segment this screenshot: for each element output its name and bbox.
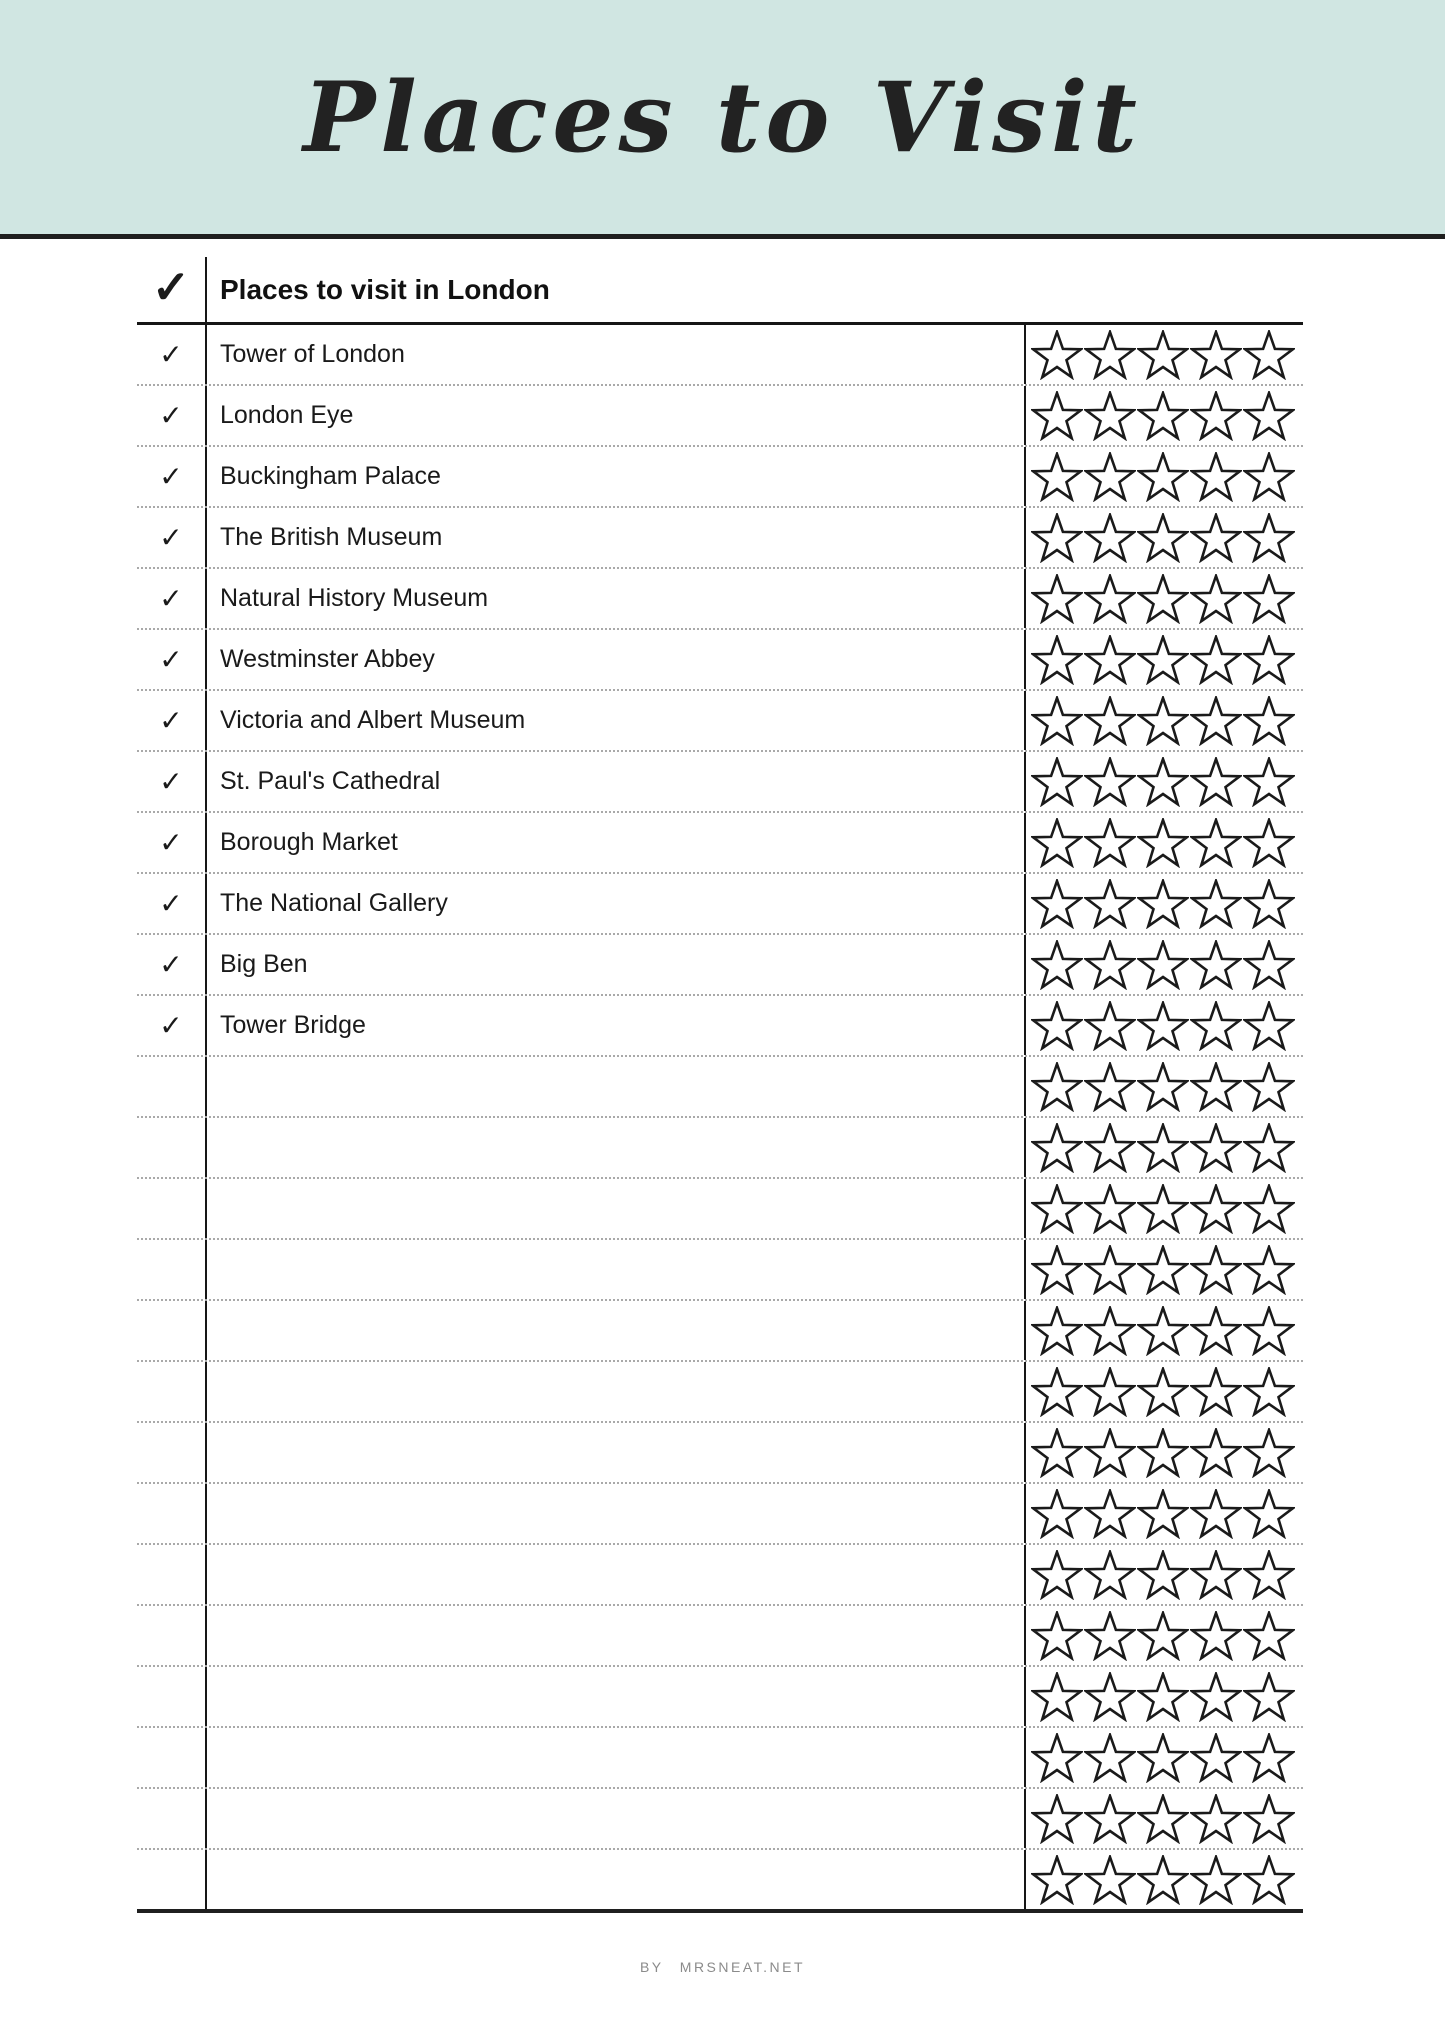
star-icon <box>1084 1001 1136 1051</box>
star-icon <box>1137 391 1189 441</box>
checklist-row <box>137 386 1303 447</box>
star-rating <box>1026 447 1303 506</box>
star-icon <box>1137 513 1189 563</box>
star-icon <box>1084 1245 1136 1295</box>
star-icon <box>1190 1306 1242 1356</box>
checklist-row <box>137 1484 1303 1545</box>
star-icon <box>1190 940 1242 990</box>
checklist-row <box>137 1850 1303 1909</box>
checklist-row <box>137 935 1303 996</box>
star-icon <box>1243 757 1295 807</box>
check-icon: ✓ <box>159 461 183 492</box>
star-icon <box>1031 1550 1083 1600</box>
check-cell <box>137 569 207 628</box>
star-icon <box>1190 696 1242 746</box>
star-icon <box>1190 330 1242 380</box>
star-icon <box>1031 1611 1083 1661</box>
star-icon <box>1084 1794 1136 1844</box>
star-icon <box>1243 1245 1295 1295</box>
star-icon <box>1137 879 1189 929</box>
star-icon <box>1031 1672 1083 1722</box>
star-icon <box>1137 1855 1189 1905</box>
star-icon <box>1243 1733 1295 1783</box>
check-cell <box>137 752 207 811</box>
star-icon <box>1190 452 1242 502</box>
star-icon <box>1243 1001 1295 1051</box>
place-cell <box>207 1789 1026 1848</box>
star-icon <box>1137 1672 1189 1722</box>
place-label: London Eye <box>220 401 354 429</box>
star-rating <box>1026 691 1303 750</box>
place-cell <box>207 1667 1026 1726</box>
check-cell <box>137 1545 207 1604</box>
star-icon <box>1084 1123 1136 1173</box>
star-icon <box>1031 1428 1083 1478</box>
star-icon <box>1137 1062 1189 1112</box>
star-icon <box>1031 1184 1083 1234</box>
checklist-row <box>137 1728 1303 1789</box>
place-label: Big Ben <box>220 950 308 978</box>
check-icon: ✓ <box>159 522 183 553</box>
star-icon <box>1190 574 1242 624</box>
star-icon <box>1137 635 1189 685</box>
star-rating <box>1026 996 1303 1055</box>
footer-credit: BY MRSNEAT.NET <box>639 1959 806 1975</box>
star-rating <box>1026 1423 1303 1482</box>
header-check-cell <box>137 257 207 322</box>
star-icon <box>1190 1672 1242 1722</box>
checklist-row <box>137 813 1303 874</box>
place-cell <box>207 691 1026 750</box>
checklist-row <box>137 569 1303 630</box>
star-icon <box>1031 1001 1083 1051</box>
star-rating <box>1026 1850 1303 1909</box>
check-icon: ✓ <box>159 644 183 675</box>
check-icon: ✓ <box>159 339 183 370</box>
check-icon: ✓ <box>159 400 183 431</box>
checklist-row <box>137 1301 1303 1362</box>
star-icon <box>1031 818 1083 868</box>
star-icon <box>1137 1611 1189 1661</box>
star-icon <box>1137 1001 1189 1051</box>
check-cell <box>137 1606 207 1665</box>
star-icon <box>1084 1428 1136 1478</box>
star-icon <box>1084 574 1136 624</box>
star-rating <box>1026 508 1303 567</box>
star-icon <box>1243 1184 1295 1234</box>
place-cell <box>207 935 1026 994</box>
star-icon <box>1243 452 1295 502</box>
star-icon <box>1084 757 1136 807</box>
star-icon <box>1137 1733 1189 1783</box>
star-icon <box>1243 330 1295 380</box>
place-cell <box>207 1118 1026 1177</box>
check-icon: ✓ <box>159 827 183 858</box>
star-icon <box>1190 1794 1242 1844</box>
star-icon <box>1084 818 1136 868</box>
star-rating <box>1026 1240 1303 1299</box>
star-icon <box>1031 1245 1083 1295</box>
check-icon: ✓ <box>159 766 183 797</box>
star-icon <box>1190 1855 1242 1905</box>
check-cell <box>137 1240 207 1299</box>
star-rating <box>1026 752 1303 811</box>
star-icon <box>1031 391 1083 441</box>
star-icon <box>1137 1306 1189 1356</box>
place-cell <box>207 569 1026 628</box>
star-rating <box>1026 1301 1303 1360</box>
star-icon <box>1084 1489 1136 1539</box>
star-icon <box>1190 391 1242 441</box>
star-rating <box>1026 1606 1303 1665</box>
star-icon <box>1031 757 1083 807</box>
star-icon <box>1137 1367 1189 1417</box>
star-icon <box>1137 1184 1189 1234</box>
star-icon <box>1031 1367 1083 1417</box>
star-icon <box>1084 1733 1136 1783</box>
checklist-row <box>137 752 1303 813</box>
star-icon <box>1084 635 1136 685</box>
star-rating <box>1026 1545 1303 1604</box>
place-cell <box>207 1484 1026 1543</box>
star-icon <box>1137 574 1189 624</box>
star-icon <box>1190 1245 1242 1295</box>
place-cell <box>207 1606 1026 1665</box>
star-icon <box>1190 1733 1242 1783</box>
checklist-row <box>137 1545 1303 1606</box>
star-rating <box>1026 1057 1303 1116</box>
star-icon <box>1190 1123 1242 1173</box>
checklist-row <box>137 691 1303 752</box>
star-icon <box>1084 1367 1136 1417</box>
check-cell <box>137 1850 207 1909</box>
star-icon <box>1243 391 1295 441</box>
star-icon <box>1243 574 1295 624</box>
check-cell <box>137 1789 207 1848</box>
star-icon <box>1243 1794 1295 1844</box>
star-icon <box>1190 879 1242 929</box>
check-cell <box>137 1301 207 1360</box>
check-cell <box>137 996 207 1055</box>
place-cell <box>207 1423 1026 1482</box>
place-cell <box>207 1240 1026 1299</box>
places-checklist-table <box>137 257 1303 1913</box>
star-icon <box>1084 879 1136 929</box>
star-icon <box>1084 1550 1136 1600</box>
star-icon <box>1084 452 1136 502</box>
star-icon <box>1084 1611 1136 1661</box>
checklist-row <box>137 1057 1303 1118</box>
checklist-row <box>137 1240 1303 1301</box>
star-rating <box>1026 813 1303 872</box>
place-cell <box>207 386 1026 445</box>
place-cell <box>207 630 1026 689</box>
star-icon <box>1190 1184 1242 1234</box>
place-cell <box>207 1179 1026 1238</box>
star-icon <box>1243 879 1295 929</box>
check-cell <box>137 1179 207 1238</box>
star-icon <box>1137 1794 1189 1844</box>
page-title: Places to Visit <box>303 60 1142 174</box>
place-cell <box>207 1728 1026 1787</box>
star-icon <box>1243 513 1295 563</box>
star-icon <box>1084 391 1136 441</box>
star-icon <box>1243 818 1295 868</box>
star-icon <box>1190 1611 1242 1661</box>
place-label: Tower of London <box>220 340 405 368</box>
check-cell <box>137 630 207 689</box>
star-icon <box>1190 1550 1242 1600</box>
place-cell <box>207 508 1026 567</box>
star-icon <box>1084 1062 1136 1112</box>
place-label: Natural History Museum <box>220 584 489 612</box>
place-cell <box>207 1545 1026 1604</box>
star-icon <box>1137 696 1189 746</box>
check-cell <box>137 1423 207 1482</box>
place-label: Westminster Abbey <box>220 645 435 673</box>
star-icon <box>1031 879 1083 929</box>
star-icon <box>1190 1489 1242 1539</box>
star-icon <box>1190 1062 1242 1112</box>
star-icon <box>1243 1611 1295 1661</box>
star-icon <box>1190 513 1242 563</box>
check-cell <box>137 508 207 567</box>
star-icon <box>1084 1855 1136 1905</box>
star-icon <box>1031 635 1083 685</box>
place-cell <box>207 325 1026 384</box>
place-label: The British Museum <box>220 523 443 551</box>
star-icon <box>1137 1123 1189 1173</box>
star-icon <box>1243 696 1295 746</box>
check-cell <box>137 813 207 872</box>
star-icon <box>1243 1428 1295 1478</box>
star-rating <box>1026 874 1303 933</box>
star-icon <box>1084 940 1136 990</box>
star-icon <box>1137 1489 1189 1539</box>
place-label: Buckingham Palace <box>220 462 441 490</box>
star-icon <box>1243 1672 1295 1722</box>
check-cell <box>137 935 207 994</box>
check-icon: ✓ <box>159 949 183 980</box>
star-icon <box>1243 1550 1295 1600</box>
star-icon <box>1190 757 1242 807</box>
star-icon <box>1031 940 1083 990</box>
star-rating <box>1026 630 1303 689</box>
place-cell <box>207 447 1026 506</box>
checklist-row <box>137 1789 1303 1850</box>
check-cell <box>137 1118 207 1177</box>
check-icon: ✓ <box>159 583 183 614</box>
star-rating <box>1026 386 1303 445</box>
star-icon <box>1243 635 1295 685</box>
title-band <box>0 0 1445 239</box>
check-cell <box>137 1728 207 1787</box>
star-icon <box>1137 1550 1189 1600</box>
star-icon <box>1190 1001 1242 1051</box>
check-cell <box>137 386 207 445</box>
star-icon <box>1190 818 1242 868</box>
place-cell <box>207 1057 1026 1116</box>
star-rating <box>1026 1728 1303 1787</box>
star-icon <box>1190 1428 1242 1478</box>
check-cell <box>137 874 207 933</box>
check-cell <box>137 325 207 384</box>
star-icon <box>1031 696 1083 746</box>
check-icon: ✓ <box>159 705 183 736</box>
checklist-title: Places to visit in London <box>220 273 550 305</box>
check-icon: ✓ <box>159 1010 183 1041</box>
star-rating <box>1026 1362 1303 1421</box>
star-icon <box>1190 1367 1242 1417</box>
star-icon <box>1137 330 1189 380</box>
checklist-row <box>137 447 1303 508</box>
star-icon <box>1137 818 1189 868</box>
checklist-header-row <box>137 257 1303 325</box>
checklist-row <box>137 1606 1303 1667</box>
place-label: St. Paul's Cathedral <box>220 767 441 795</box>
star-icon <box>1031 1062 1083 1112</box>
star-icon <box>1243 1489 1295 1539</box>
checklist-row <box>137 874 1303 935</box>
place-cell <box>207 813 1026 872</box>
star-icon <box>1137 1428 1189 1478</box>
place-label: The National Gallery <box>220 889 448 917</box>
checklist-row <box>137 1179 1303 1240</box>
star-icon <box>1190 635 1242 685</box>
checklist-row <box>137 1362 1303 1423</box>
star-icon <box>1031 1733 1083 1783</box>
star-rating <box>1026 1667 1303 1726</box>
place-label: Victoria and Albert Museum <box>220 706 526 734</box>
star-icon <box>1243 1123 1295 1173</box>
star-icon <box>1031 1855 1083 1905</box>
star-rating <box>1026 1118 1303 1177</box>
check-cell <box>137 1667 207 1726</box>
checklist-row <box>137 325 1303 386</box>
checklist-row <box>137 1667 1303 1728</box>
star-icon <box>1031 452 1083 502</box>
check-cell <box>137 691 207 750</box>
star-icon <box>1031 513 1083 563</box>
star-icon <box>1031 1123 1083 1173</box>
star-icon <box>1031 330 1083 380</box>
place-cell <box>207 1850 1026 1909</box>
check-cell <box>137 1362 207 1421</box>
star-icon <box>1137 757 1189 807</box>
star-icon <box>1137 940 1189 990</box>
star-icon <box>1084 1184 1136 1234</box>
star-icon <box>1031 1489 1083 1539</box>
star-rating <box>1026 1179 1303 1238</box>
check-cell <box>137 1484 207 1543</box>
place-label: Borough Market <box>220 828 398 856</box>
star-rating <box>1026 1789 1303 1848</box>
place-cell <box>207 1301 1026 1360</box>
check-cell <box>137 1057 207 1116</box>
star-icon <box>1137 452 1189 502</box>
checklist-rows <box>137 325 1303 1909</box>
star-icon <box>1031 1306 1083 1356</box>
star-icon <box>1084 513 1136 563</box>
star-rating <box>1026 325 1303 384</box>
place-cell <box>207 996 1026 1055</box>
star-icon <box>1243 1306 1295 1356</box>
star-rating <box>1026 935 1303 994</box>
star-icon <box>1084 1306 1136 1356</box>
checklist-row <box>137 996 1303 1057</box>
place-cell <box>207 1362 1026 1421</box>
check-icon: ✓ <box>151 260 191 313</box>
star-icon <box>1243 1855 1295 1905</box>
place-cell <box>207 874 1026 933</box>
star-rating <box>1026 569 1303 628</box>
star-icon <box>1084 330 1136 380</box>
star-icon <box>1084 1672 1136 1722</box>
checklist-row <box>137 1423 1303 1484</box>
star-icon <box>1137 1245 1189 1295</box>
star-icon <box>1031 574 1083 624</box>
place-cell <box>207 752 1026 811</box>
place-label: Tower Bridge <box>220 1011 366 1039</box>
star-icon <box>1084 696 1136 746</box>
footer <box>0 1959 1445 1975</box>
checklist-row <box>137 630 1303 691</box>
star-icon <box>1243 940 1295 990</box>
star-icon <box>1031 1794 1083 1844</box>
star-icon <box>1243 1367 1295 1417</box>
star-icon <box>1243 1062 1295 1112</box>
checklist-row <box>137 508 1303 569</box>
star-rating <box>1026 1484 1303 1543</box>
check-cell <box>137 447 207 506</box>
checklist-row <box>137 1118 1303 1179</box>
check-icon: ✓ <box>159 888 183 919</box>
